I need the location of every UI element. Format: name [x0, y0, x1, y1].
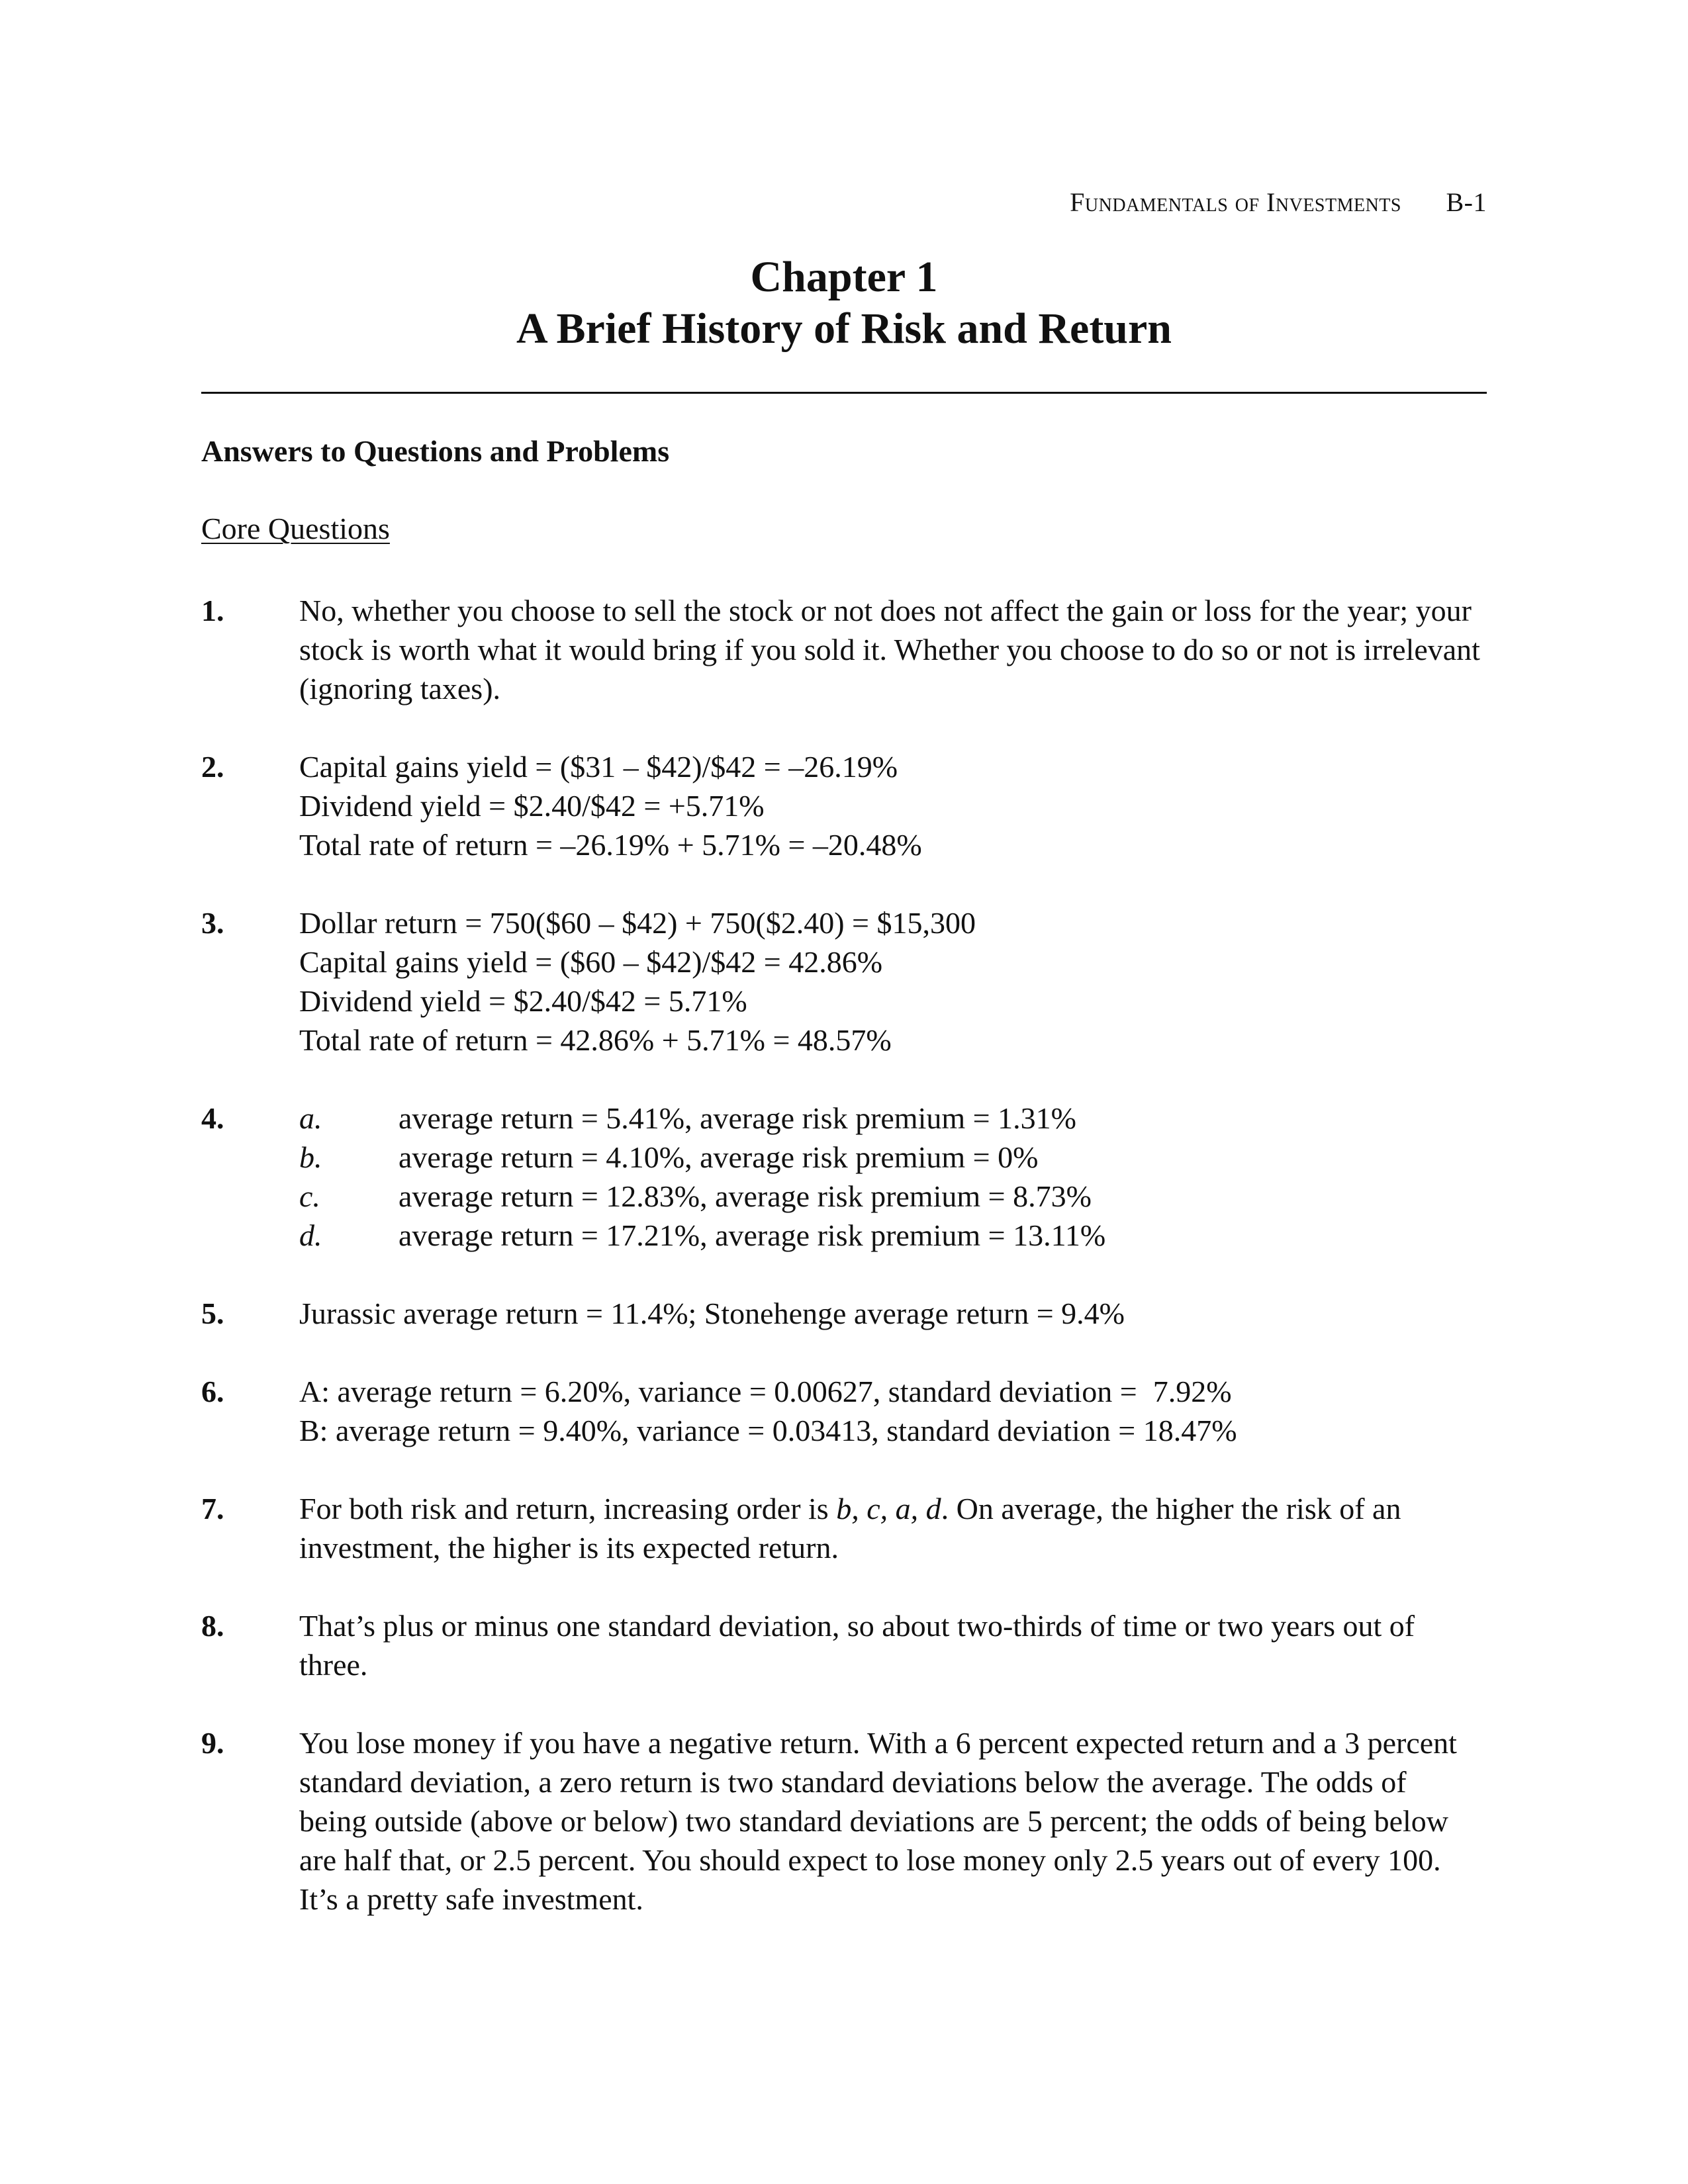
chapter-heading — [201, 251, 1487, 355]
dollar-return-line: Dollar return = 750($60 – $42) + 750($2.40) = $15,300 — [299, 906, 976, 940]
capital-gains-yield-line: Capital gains yield = ($31 – $42)/$42 = –26.19% — [299, 750, 898, 784]
portfolio-a-line — [299, 1372, 1487, 1411]
answer-number: 1. — [201, 594, 224, 627]
answer-item-8 — [201, 1606, 1487, 1684]
answer-text: No, whether you choose to sell the stock or not does not affect the gain or loss for the year; your stock is worth what it would bring if you sold it. Whether you choose to do so or not is irrelevant (ignoring taxes). — [299, 594, 1480, 705]
sub-answer-text: average return = 5.41%, average risk premium = 1.31% — [399, 1101, 1076, 1135]
answer-text: That’s plus or minus one standard deviation, so about two-thirds of time or two years out of three. — [299, 1609, 1415, 1682]
answer-number: 9. — [201, 1726, 224, 1760]
answer-number: 8. — [201, 1609, 224, 1643]
portfolio-a-stats: A: average return = 6.20%, variance = 0.00627, standard deviation = — [299, 1375, 1137, 1408]
answer-item-9 — [201, 1723, 1487, 1919]
answer-number: 7. — [201, 1492, 224, 1525]
sub-answer-label: d. — [299, 1218, 322, 1252]
answer-list — [201, 591, 1487, 1958]
answer-item-3 — [201, 903, 1487, 1060]
sub-answer-text: average return = 4.10%, average risk premium = 0% — [399, 1140, 1039, 1174]
answer-item-1 — [201, 591, 1487, 708]
dividend-yield-line: Dividend yield = $2.40/$42 = 5.71% — [299, 984, 747, 1018]
answer-item-4 — [201, 1099, 1487, 1255]
answer-text-tail: . On average, the higher the risk of an investment, the higher is its expected return. — [299, 1492, 1401, 1565]
sub-answer-c — [299, 1177, 1487, 1216]
sub-answer-label: b. — [299, 1140, 322, 1174]
capital-gains-yield-line: Capital gains yield = ($60 – $42)/$42 = 42.86% — [299, 945, 883, 979]
sub-answer-a — [299, 1099, 1487, 1138]
answer-number: 4. — [201, 1101, 224, 1135]
answer-text — [299, 1489, 1481, 1567]
total-return-line: Total rate of return = 42.86% + 5.71% = 48.57% — [299, 1023, 892, 1057]
answer-text: Jurassic average return = 11.4%; Stonehenge average return = 9.4% — [299, 1297, 1125, 1330]
increasing-order: b, c, a, d — [836, 1492, 941, 1525]
answer-text-lead: For both risk and return, increasing order is — [299, 1492, 837, 1525]
answer-number: 5. — [201, 1297, 224, 1330]
sub-answer-text: average return = 12.83%, average risk premium = 8.73% — [399, 1179, 1092, 1213]
sub-answer-label: c. — [299, 1179, 320, 1213]
running-title: Fundamentals of Investments — [1070, 187, 1401, 217]
sub-answer-text: average return = 17.21%, average risk premium = 13.11% — [399, 1218, 1106, 1252]
portfolio-b-line: B: average return = 9.40%, variance = 0.03413, standard deviation = 18.47% — [299, 1414, 1237, 1447]
answer-item-7 — [201, 1489, 1487, 1567]
chapter-number: Chapter 1 — [750, 253, 938, 301]
running-header — [1070, 187, 1487, 218]
section-heading: Answers to Questions and Problems — [201, 434, 670, 468]
answer-item-5 — [201, 1294, 1487, 1333]
page-number: B-1 — [1446, 187, 1487, 217]
chapter-title: A Brief History of Risk and Return — [516, 304, 1172, 353]
subsection-heading: Core Questions — [201, 512, 390, 545]
answer-text: You lose money if you have a negative return. With a 6 percent expected return and a 3 percent standard deviation, a zero return is two standard deviations below the average. The odds of being outside (above or below) two standard deviations are 5 percent; the odds of being below are half that, or 2.5 percent. You should expect to lose money only 2.5 years out of every 100. It’s a pretty safe investment. — [299, 1726, 1457, 1916]
total-return-line: Total rate of return = –26.19% + 5.71% = –20.48% — [299, 828, 922, 862]
answer-number: 2. — [201, 750, 224, 784]
dividend-yield-line: Dividend yield = $2.40/$42 = +5.71% — [299, 789, 765, 823]
answer-number: 3. — [201, 906, 224, 940]
answer-item-2 — [201, 747, 1487, 864]
answer-number: 6. — [201, 1375, 224, 1408]
portfolio-a-std-dev: 7.92% — [1152, 1375, 1232, 1408]
sub-answer-b — [299, 1138, 1487, 1177]
sub-answer-d — [299, 1216, 1487, 1255]
sub-answer-label: a. — [299, 1101, 322, 1135]
answer-item-6 — [201, 1372, 1487, 1450]
heading-rule — [201, 392, 1487, 394]
